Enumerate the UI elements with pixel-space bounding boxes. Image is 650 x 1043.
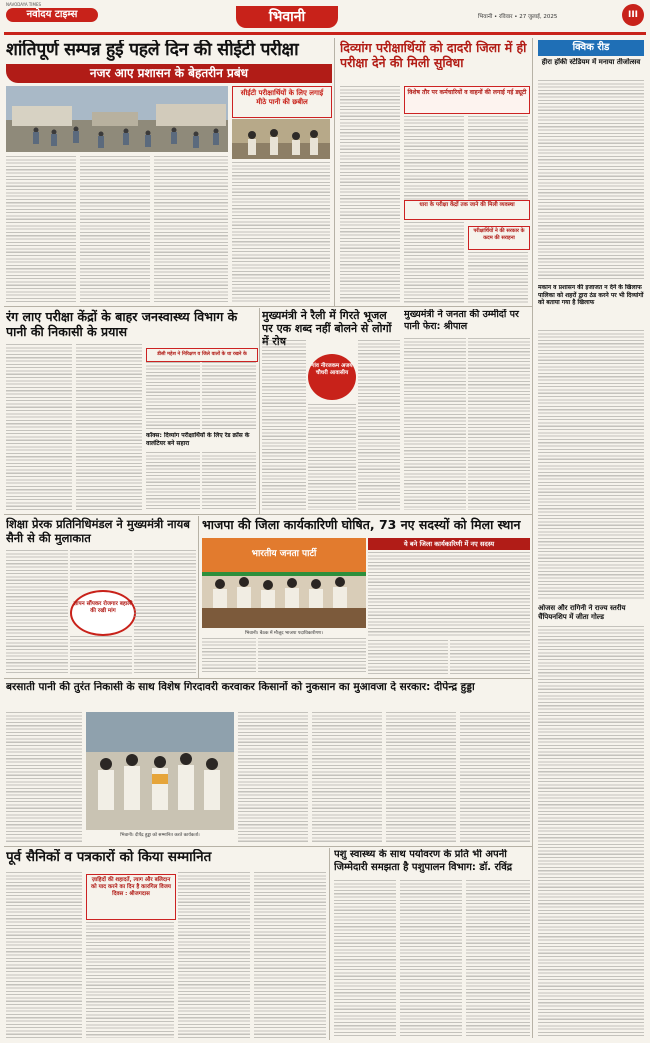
rule-v4 [198, 516, 199, 678]
shripal-col-2 [468, 338, 530, 510]
bjp-col-1 [202, 638, 256, 674]
divyang-headline: दिव्यांग परीक्षार्थियों को दादरी जिला में ही परीक्षा देने की मिली सुविधा [340, 40, 527, 70]
pashu-col-3 [466, 880, 530, 1038]
shripal-headline: मुख्यमंत्री ने जनता की उम्मीदों पर पानी फेरा: श्रीपाल [404, 309, 519, 332]
rang-redbox [146, 348, 258, 362]
purva-col-2 [86, 922, 174, 1038]
barsati-col-5 [460, 712, 530, 842]
rang-col-6 [202, 452, 256, 510]
rule-h4 [4, 846, 532, 847]
purva-headline: पूर्व सैनिकों व पत्रकारों को किया सम्मानित [6, 849, 212, 865]
bjp-col-2 [258, 638, 312, 674]
purva-col-4 [254, 872, 326, 1038]
rang-col-2 [76, 344, 142, 510]
barsati-col-1 [6, 712, 82, 842]
rally-headline: मुख्यमंत्री ने रैली में गिरते भूजल पर एक शब्द नहीं बोलने से लोगों में रोष [262, 309, 392, 348]
quickread-item2: मकान व प्रशासन की इजाजत न देने के खिलाफ पालिका को शहरों द्वारा ठंड करने पर भी दिव्यांगों को बताया गया है खिलाफ [538, 284, 644, 306]
rang-headline: रंग लाए परीक्षा केंद्रों के बाहर जनस्वास्थ्य विभाग के पानी की निकासी के प्रयास [6, 309, 238, 339]
purva-quote-box [86, 874, 176, 920]
barsati-col-3 [312, 712, 382, 842]
divyang-sub3-box [468, 226, 530, 250]
rally-callout-text: गांव नीरजकम अजय चौधरी आवासीय [311, 363, 353, 376]
rule-v1 [334, 38, 335, 306]
bjp-banner-text: भारतीय जनता पार्टी [251, 549, 317, 559]
bjp-col-5 [450, 640, 530, 674]
divyang-col-1 [340, 86, 400, 304]
bjp-col-4 [368, 640, 448, 674]
cet-redbox [232, 86, 332, 118]
shiksha-callout [70, 590, 136, 636]
divyang-col-3 [468, 116, 528, 200]
quickread-label-box [538, 40, 644, 56]
pashu-headline: पशु स्वास्थ्य के साथ पर्यावरण के प्रति भी अपनी जिम्मेदारी समझता है पशुपालन विभाग: डॉ. रविंद्र [334, 849, 513, 873]
section-title: भिवानी [268, 9, 306, 25]
divyang-sub1: विशेष तौर पर कर्मचारियों व वाहनों की लगाई गई ड्यूटी [407, 89, 527, 96]
barsati-photo-caption: भिवानी। दीपेंद्र हुड्डा को सम्मानित करते कार्यकर्ता। [120, 833, 200, 838]
quickread-col-2 [538, 330, 644, 600]
barsati-col-2 [238, 712, 308, 842]
barsati-col-4 [386, 712, 456, 842]
barsati-headline: बरसाती पानी की तुरंत निकासी के साथ विशेष गिरदावरी करवाकर किसानों को नुकसान का मुआवजा दे सरकार: दीपेन्द्र हुड्डा [6, 681, 475, 693]
divyang-col-5 [468, 252, 528, 304]
purva-col-1 [6, 872, 82, 1038]
page-number-badge [622, 4, 644, 26]
pashu-col-1 [334, 880, 396, 1038]
cet-subhead-banner [6, 64, 332, 83]
bjp-photo [202, 538, 366, 628]
rang-redbox-text: डीसी महेश ने निरिक्षण व जिले वालों के धा रखने के [157, 352, 247, 357]
shiksha-callout-text: ज्ञापन सौंपकर रोजगार बहाली की रखी मांग [73, 601, 133, 614]
shiksha-col-1 [6, 550, 68, 674]
brand-name: नवोदय टाइम्स [26, 9, 78, 20]
divyang-col-2 [404, 116, 464, 200]
cet-col-4 [232, 162, 330, 302]
divyang-col-4 [404, 222, 464, 304]
cet-headline: शांतिपूर्ण सम्पन्न हुई पहले दिन की सीईटी परीक्षा [6, 40, 299, 60]
divyang-sub2-box [404, 200, 530, 220]
cet-chhabil-photo [232, 119, 330, 159]
quickread-item3: ओजस और रागिनी ने राज्य स्तरीय चैंपियनशिप में जीता गोल्ड [538, 604, 626, 621]
barsati-photo [86, 712, 234, 830]
shiksha-col-2b [70, 636, 132, 674]
cet-photo [6, 86, 228, 152]
rang-col-3 [146, 362, 200, 430]
page-number: III [627, 10, 639, 20]
rule-v2 [532, 38, 533, 1038]
cet-col-1 [6, 156, 76, 302]
bjp-subhead: ये बने जिला कार्यकारिणी में नए सदस्य [403, 540, 495, 548]
shripal-col-1 [404, 338, 466, 510]
divyang-sub1-box [404, 86, 530, 114]
quickread-label: क्विक रीड [572, 42, 610, 53]
rule-v5 [329, 848, 330, 1040]
section-banner [236, 6, 338, 28]
cet-col-3 [154, 156, 228, 302]
barsati-photo-image [86, 712, 234, 830]
quickread-col-1 [538, 80, 644, 280]
rally-col-3 [358, 340, 400, 510]
quickread-col-3 [538, 626, 644, 1036]
rally-col-1 [262, 340, 306, 510]
rule-v3 [259, 308, 260, 514]
rally-col-2 [308, 404, 356, 510]
rang-col-5 [146, 452, 200, 510]
rule-h3 [4, 678, 532, 679]
pashu-col-2 [400, 880, 462, 1038]
cet-subhead: नजर आए प्रशासन के बेहतरीन प्रबंध [89, 66, 249, 80]
cet-redbox-text: सीईटी परीक्षार्थियों के लिए लगाई मीठे पानी की छबील [240, 89, 324, 106]
bjp-photo-caption: भिवानी। बैठक में मौजूद भाजपा पदाधिकारीगण। [245, 631, 323, 636]
bjp-members-list [368, 552, 530, 638]
cet-photo-image [6, 86, 228, 152]
quickread-title: हीरा हॉकी स्टेडियम में मनाया तीजोत्सव [541, 58, 641, 66]
bjp-headline: भाजपा की जिला कार्यकारिणी घोषित, 73 नए सदस्यों को मिला स्थान [202, 517, 521, 532]
rule-h1 [4, 306, 532, 307]
rally-callout [308, 354, 356, 400]
masthead [0, 0, 650, 38]
dateline: भिवानी • रविवार • 27 जुलाई, 2025 [478, 14, 558, 20]
divyang-sub2: धारा के परीक्षा केंद्रों तक जाने की मिली व्यवस्था [419, 202, 515, 208]
chhabil-photo-image [232, 119, 330, 159]
purva-col-3 [178, 872, 250, 1038]
masthead-small-label: NAVODAYA TIMES [6, 2, 42, 7]
shiksha-col-2 [70, 550, 132, 588]
brand-badge [6, 8, 98, 22]
rang-col-4 [202, 362, 256, 430]
rang-subhead: कॉक्स: दिव्यांग परीक्षार्थियों के लिए रेड क्रॉस के वालंटियर बने सहारा [146, 432, 250, 447]
masthead-rule [4, 32, 646, 35]
shiksha-col-3 [134, 550, 196, 674]
bjp-col-3 [312, 638, 366, 674]
purva-quote: ज़ाहिदों की शहादतें, त्याग और बलिदान को याद करने का दिन है कारगिल विजय दिवस : श्रीजगदास [91, 877, 171, 897]
rule-h2 [4, 514, 532, 515]
cet-col-2 [80, 156, 150, 302]
rang-col-1 [6, 344, 72, 510]
shiksha-headline: शिक्षा प्रेरक प्रतिनिधिमंडल ने मुख्यमंत्री नायब सैनी से की मुलाकात [6, 517, 190, 545]
bjp-subhead-banner [368, 538, 530, 550]
divyang-sub3: परीक्षार्थियों ने की सरकार के कदम की सराहना [473, 228, 525, 241]
